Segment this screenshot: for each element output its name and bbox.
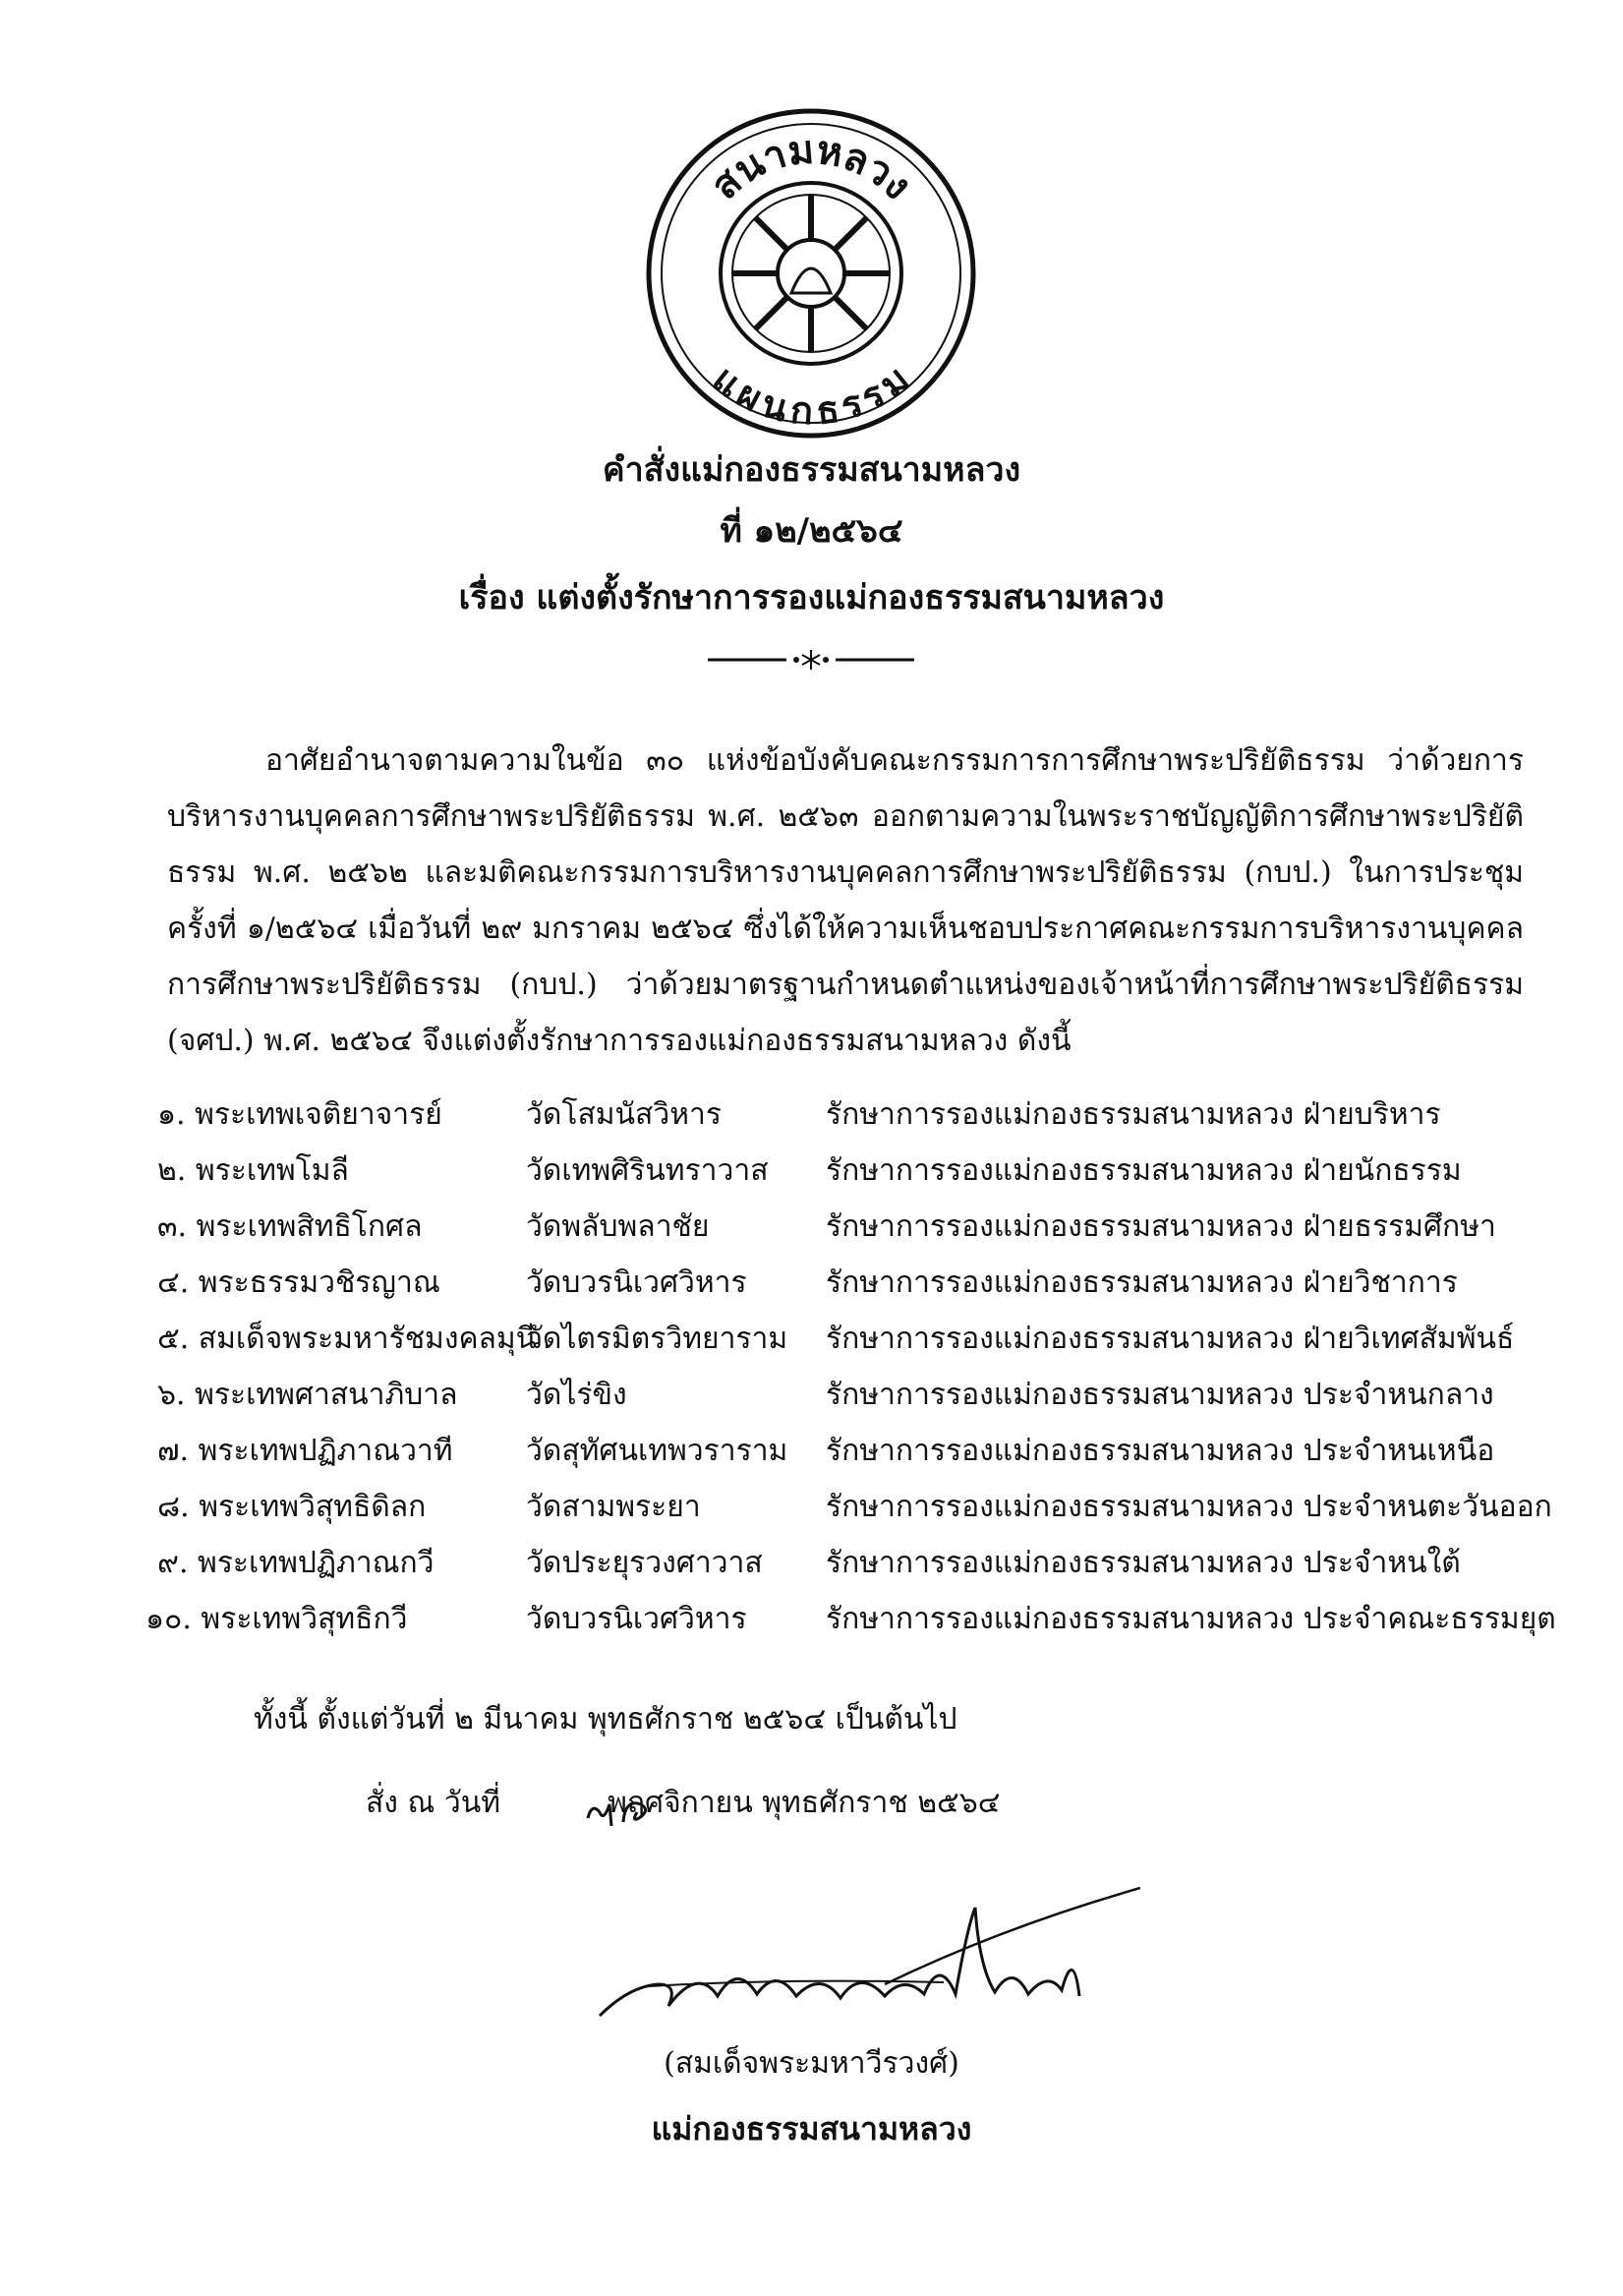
effective-date: ทั้งนี้ ตั้งแต่วันที่ ๒ มีนาคม พุทธศักราช ๒๕๖๔ เป็นต้นไป — [254, 1702, 957, 1737]
appointee-name: ๕. สมเด็จพระมหารัชมงคลมุนี — [157, 1322, 537, 1356]
appointee-name: ๓. พระเทพสิทธิโกศล — [157, 1209, 423, 1244]
appointee-wat: วัดบวรนิเวศวิหาร — [526, 1602, 747, 1636]
ordered-prefix: สั่ง ณ วันที่ — [366, 1786, 500, 1820]
appointee-wat: วัดไร่ขิง — [526, 1378, 627, 1412]
appointee-wat: วัดไตรมิตรวิทยาราม — [526, 1322, 788, 1356]
appointee-role: รักษาการรองแม่กองธรรมสนามหลวง ฝ่ายนักธรรม — [826, 1153, 1462, 1188]
appointee-name: ๘. พระเทพวิสุทธิดิลก — [157, 1490, 427, 1524]
appointee-role: รักษาการรองแม่กองธรรมสนามหลวง ประจำหนกลาง — [826, 1378, 1494, 1412]
seal-top-text: สนามหลวง — [702, 127, 920, 209]
appointee-role: รักษาการรองแม่กองธรรมสนามหลวง ประจำหนเหนือ — [826, 1434, 1495, 1468]
appointee-role: รักษาการรองแม่กองธรรมสนามหลวง ประจำหนใต้ — [826, 1546, 1461, 1580]
appointee-role: รักษาการรองแม่กองธรรมสนามหลวง ประจำหนตะวันออก — [826, 1490, 1552, 1524]
appointee-name: ๑๐. พระเทพวิสุทธิกวี — [145, 1602, 408, 1636]
appointee-role: รักษาการรองแม่กองธรรมสนามหลวง ฝ่ายวิชาการ — [826, 1266, 1458, 1300]
order-title: คำสั่งแม่กองธรรมสนามหลวง — [602, 450, 1021, 490]
appointee-wat: วัดประยุรวงศาวาส — [526, 1546, 763, 1580]
appointee-wat: วัดพลับพลาชัย — [526, 1209, 710, 1244]
divider-ornament — [703, 645, 919, 675]
appointee-name: ๗. พระเทพปฏิภาณวาที — [157, 1434, 453, 1468]
appointee-wat: วัดสามพระยา — [526, 1490, 701, 1524]
appointee-role: รักษาการรองแม่กองธรรมสนามหลวง ฝ่ายวิเทศสัมพันธ์ — [826, 1322, 1515, 1356]
seal-bottom-text: แผนกธรรม — [704, 357, 918, 434]
appointee-name: ๑. พระเทพเจติยาจารย์ — [157, 1097, 442, 1132]
order-number: ที่ ๑๒/๒๕๖๔ — [720, 511, 903, 551]
handwritten-signature — [590, 1868, 1140, 2045]
order-paragraph: อาศัยอำนาจตามความในข้อ ๓๐ แห่งข้อบังคับคณะกรรมการการศึกษาพระปริยัติธรรม ว่าด้วยการบริหารงานบุคคลการศึกษาพระปริยัติธรรม พ.ศ. ๒๕๖๓ ออกตามความในพระราชบัญญัติการศึกษาพระปริยัติธรรม พ.ศ. ๒๕๖๒ และมติคณะกรรมการบริหารงานบุคคลการศึกษาพระปริยัติธรรม (กบป.) ในการประชุมครั้งที่ ๑/๒๕๖๔ เมื่อวันที่ ๒๙ มกราคม ๒๕๖๔ ซึ่งได้ให้ความเห็นชอบประกาศคณะกรรมการบริหารงานบุคคลการศึกษาพระปริยัติธรรม (กบป.) ว่าด้วยมาตรฐานกำหนดตำแหน่งของเจ้าหน้าที่การศึกษาพระปริยัติธรรม (จศป.) พ.ศ. ๒๕๖๔ จึงแต่งตั้งรักษาการรองแม่กองธรรมสนามหลวง ดังนี้ — [167, 743, 1524, 1058]
appointee-name: ๒. พระเทพโมลี — [157, 1153, 349, 1188]
appointee-wat: วัดโสมนัสวิหาร — [526, 1097, 722, 1132]
appointee-wat: วัดสุทัศนเทพวราราม — [526, 1434, 788, 1468]
appointee-name: ๖. พระเทพศาสนาภิบาล — [157, 1378, 458, 1412]
order-subject: เรื่อง แต่งตั้งรักษาการรองแม่กองธรรมสนามหลวง — [458, 578, 1165, 618]
sanam-luang-seal — [644, 106, 978, 441]
signer-title: แม่กองธรรมสนามหลวง — [651, 2110, 972, 2148]
appointee-name: ๙. พระเทพปฏิภาณกวี — [157, 1546, 435, 1580]
appointee-wat: วัดบวรนิเวศวิหาร — [526, 1266, 747, 1300]
signer-name: (สมเด็จพระมหาวีรวงศ์) — [664, 2046, 959, 2081]
appointee-wat: วัดเทพศิรินทราวาส — [526, 1153, 769, 1188]
appointee-role: รักษาการรองแม่กองธรรมสนามหลวง ประจำคณะธรรมยุต — [826, 1602, 1556, 1636]
ordered-date — [366, 1780, 1000, 1826]
ordered-suffix: พฤศจิกายน พุทธศักราช ๒๕๖๔ — [608, 1786, 1001, 1820]
appointee-role: รักษาการรองแม่กองธรรมสนามหลวง ฝ่ายธรรมศึกษา — [826, 1209, 1496, 1244]
handwritten-day — [582, 1783, 661, 1830]
appointee-role: รักษาการรองแม่กองธรรมสนามหลวง ฝ่ายบริหาร — [826, 1097, 1441, 1132]
svg-text:แผนกธรรม — [705, 357, 917, 433]
appointee-name: ๔. พระธรรมวชิรญาณ — [157, 1266, 440, 1300]
